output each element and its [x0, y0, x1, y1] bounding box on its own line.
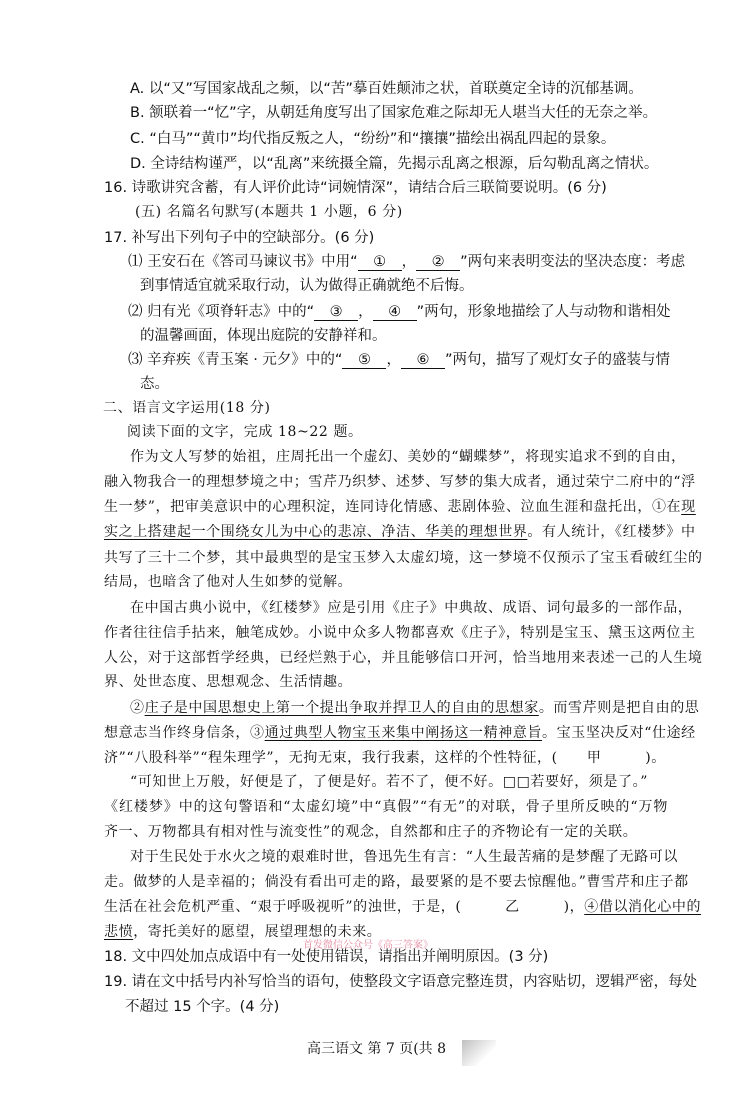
text-segment: 态。 — [140, 376, 169, 392]
text-segment: ”两句来表明变法的坚决态度：考虑 — [460, 254, 686, 270]
text-line — [104, 972, 697, 992]
text-segment: 。而雪芹则是把自由的思 — [538, 700, 700, 716]
text-line — [130, 447, 686, 467]
text-segment: 想意志当作终身信条，③ — [104, 725, 265, 741]
text-segment: ”两句，描写了观灯女子的盛装与情 — [444, 352, 670, 368]
text-segment: 16. 诗歌讲究含蓄，有人评价此诗“词婉情深”，请结合后三联简要说明。(6 分) — [104, 180, 607, 196]
text-segment: D. 全诗结构谨严，以“乱离”来统摄全篇，先揭示乱离之根源，后勾勒乱离之情状。 — [130, 156, 659, 172]
text-segment: 济”“八股科举”“程朱理学”，无拘无束，我行我素，这样的个性特征，( 甲 )。 — [104, 750, 666, 766]
text-segment: 18. 文中四处加点成语中有一处使用错误，请指出并阐明原因。(3 分) — [104, 949, 549, 965]
text-segment: ”两句，形象地描绘了人与动物和谐相处 — [416, 304, 671, 320]
text-segment: 生活在社会危机严重、“艰于呼吸视听”的浊世，于是，( 乙 )， — [104, 899, 585, 915]
text-segment: 界、处世态度、思想观念、生活情趣。 — [104, 674, 353, 690]
text-line — [128, 252, 685, 272]
text-line — [104, 178, 607, 198]
text-segment: ， — [386, 352, 401, 368]
fill-in-blank: ③ — [314, 304, 358, 321]
fill-in-blank: ① — [358, 254, 402, 271]
text-line — [127, 422, 363, 442]
text-segment: 在中国古典小说中，《红楼梦》应是引用《庄子》中典故、成语、词句最多的一部作品， — [130, 600, 693, 616]
text-line — [130, 154, 658, 174]
text-segment: 17. 补写出下列句子中的空缺部分。(6 分) — [104, 230, 375, 246]
text-line — [104, 228, 374, 248]
underlined-text: 悲愤 — [104, 924, 134, 940]
text-segment: (五) 名篇名句默写(本题共 1 小题，6 分) — [135, 204, 403, 220]
text-line — [103, 398, 271, 418]
text-segment: 作者往往信手拈来，触笔成妙。小说中众多人物都喜欢《庄子》，特别是宝玉、黛玉这两位主 — [104, 625, 696, 641]
text-line — [104, 872, 689, 892]
text-segment: 齐一、万物都具有相对性与流变性”的观念，自然都和庄子的齐物论有一定的关联。 — [104, 824, 638, 840]
text-segment: 走。做梦的人是幸福的；倘没有看出可走的路，最要紧的是不要去惊醒他。”曹雪芹和庄子都 — [104, 874, 689, 890]
underlined-text: 现 — [681, 499, 696, 515]
underlined-text: ④借以消化心中的 — [584, 899, 702, 915]
text-segment: 融入物我合一的理想梦境之中；雪芹乃织梦、述梦、写梦的集大成者，通过荣宁二府中的“浮 — [104, 474, 696, 490]
text-line — [130, 772, 648, 792]
text-segment: 对于生民处于水火之境的艰难时世，鲁迅先生有言：“人生最苦痛的是梦醒了无路可以 — [130, 849, 678, 865]
text-segment: ⑶ 辛弃疾《青玉案 · 元夕》中的“ — [128, 352, 343, 368]
text-segment: ， — [401, 254, 417, 270]
text-segment: B. 颔联着一“忆”字，从朝廷角度写出了国家危难之际却无人堪当大任的无奈之举。 — [130, 105, 658, 121]
fill-in-blank: ② — [416, 254, 460, 271]
text-line — [125, 997, 279, 1017]
fill-in-blank: ⑥ — [401, 352, 445, 369]
text-segment: 到事情适宜就采取行动，认为做得正确就绝不后悔。 — [140, 278, 474, 294]
text-segment: 共写了三十二个梦，其中最典型的是宝玉梦入太虚幻境，这一梦境不仅预示了宝玉看破红尘的 — [104, 550, 703, 566]
text-line — [104, 822, 637, 842]
text-segment: 作为文人写梦的始祖，庄周托出一个虚幻、美妙的“蝴蝶梦”，将现实追求不到的自由， — [130, 449, 686, 465]
text-line — [104, 748, 666, 768]
text-line — [104, 572, 352, 592]
watermark: 首发微信公众号《高三答案》 — [303, 940, 433, 951]
text-segment: ， — [358, 304, 373, 320]
text-line — [104, 723, 696, 743]
text-segment: 生一梦”，把审美意识中的心理积淀，连同诗化情感、悲剧体验、泣血生涯和盘托出，①在 — [104, 499, 682, 515]
fill-in-blank: ⑤ — [342, 352, 386, 369]
text-line — [128, 350, 670, 370]
text-segment: ⑴ 王安石在《答司马谏议书》中用“ — [128, 254, 358, 270]
text-line — [104, 797, 668, 817]
text-line — [104, 497, 696, 517]
text-segment: 《红楼梦》中的这句警语和“太虚幻境”中“真假”“有无”的对联，骨子里所反映的“万物 — [104, 799, 668, 815]
text-line — [140, 276, 474, 296]
text-segment: 19. 请在文中括号内补写恰当的语句，使整段文字语意完整连贯，内容贴切，逻辑严密，每处 — [104, 974, 698, 990]
text-line — [140, 326, 387, 346]
text-segment: 。宝玉坚决反对“仕途经 — [542, 725, 696, 741]
fill-in-blank: ④ — [373, 304, 417, 321]
text-line — [104, 472, 696, 492]
text-segment: 。有人统计，《红楼梦》中 — [527, 524, 696, 540]
underlined-text: 通过典型人物宝玉来集中阐扬这一精神意旨 — [264, 725, 543, 741]
text-line — [130, 598, 692, 618]
text-line — [104, 897, 702, 917]
text-line — [130, 129, 615, 149]
text-segment: A. 以“又”写国家战乱之频，以“苦”摹百姓颠沛之状，首联奠定全诗的沉郁基调。 — [130, 81, 643, 97]
text-segment: ② — [130, 700, 145, 716]
text-segment: “可知世上万般，好便是了，了便是好。若不了，便不好。□□若要好，须是了。” — [130, 774, 648, 790]
text-segment: 的温馨画面，体现出庭院的安静祥和。 — [140, 328, 387, 344]
page-footer: 高三语文 第 7 页(共 8 — [306, 1041, 447, 1057]
text-segment: C. “白马”“黄巾”均代指反叛之人，“纷纷”和“攘攘”描绘出祸乱四起的景象。 — [130, 131, 616, 147]
underlined-text: 庄子是中国思想史上第一个提出争取并捍卫人的自由的思想家 — [144, 700, 539, 716]
text-line — [128, 302, 671, 322]
text-line — [104, 623, 696, 643]
text-segment: ，寄托美好的愿望，展望理想的未来。 — [133, 924, 382, 940]
text-segment: 结局，也暗含了他对人生如梦的觉解。 — [104, 574, 353, 590]
text-line — [130, 79, 643, 99]
text-line — [104, 672, 352, 692]
text-segment: 人公，对于这部哲学经典，已经烂熟于心，并且能够信口开河，恰当地用来表述一己的人生境 — [104, 650, 703, 666]
text-line — [135, 202, 403, 222]
text-line — [104, 522, 696, 542]
text-line — [104, 648, 703, 668]
text-line — [130, 698, 699, 718]
text-segment: 二、语言文字运用(18 分) — [103, 400, 271, 416]
text-line — [104, 548, 703, 568]
text-segment: ⑵ 归有光《项脊轩志》中的“ — [128, 304, 315, 320]
text-line — [130, 103, 657, 123]
text-segment: 阅读下面的文字，完成 18~22 题。 — [127, 424, 363, 440]
text-line — [140, 374, 169, 394]
text-segment: 不超过 15 个字。(4 分) — [125, 999, 280, 1015]
underlined-text: 实之上搭建起一个围绕女儿为中心的悲凉、净洁、华美的理想世界 — [104, 524, 528, 540]
text-line — [130, 847, 678, 867]
